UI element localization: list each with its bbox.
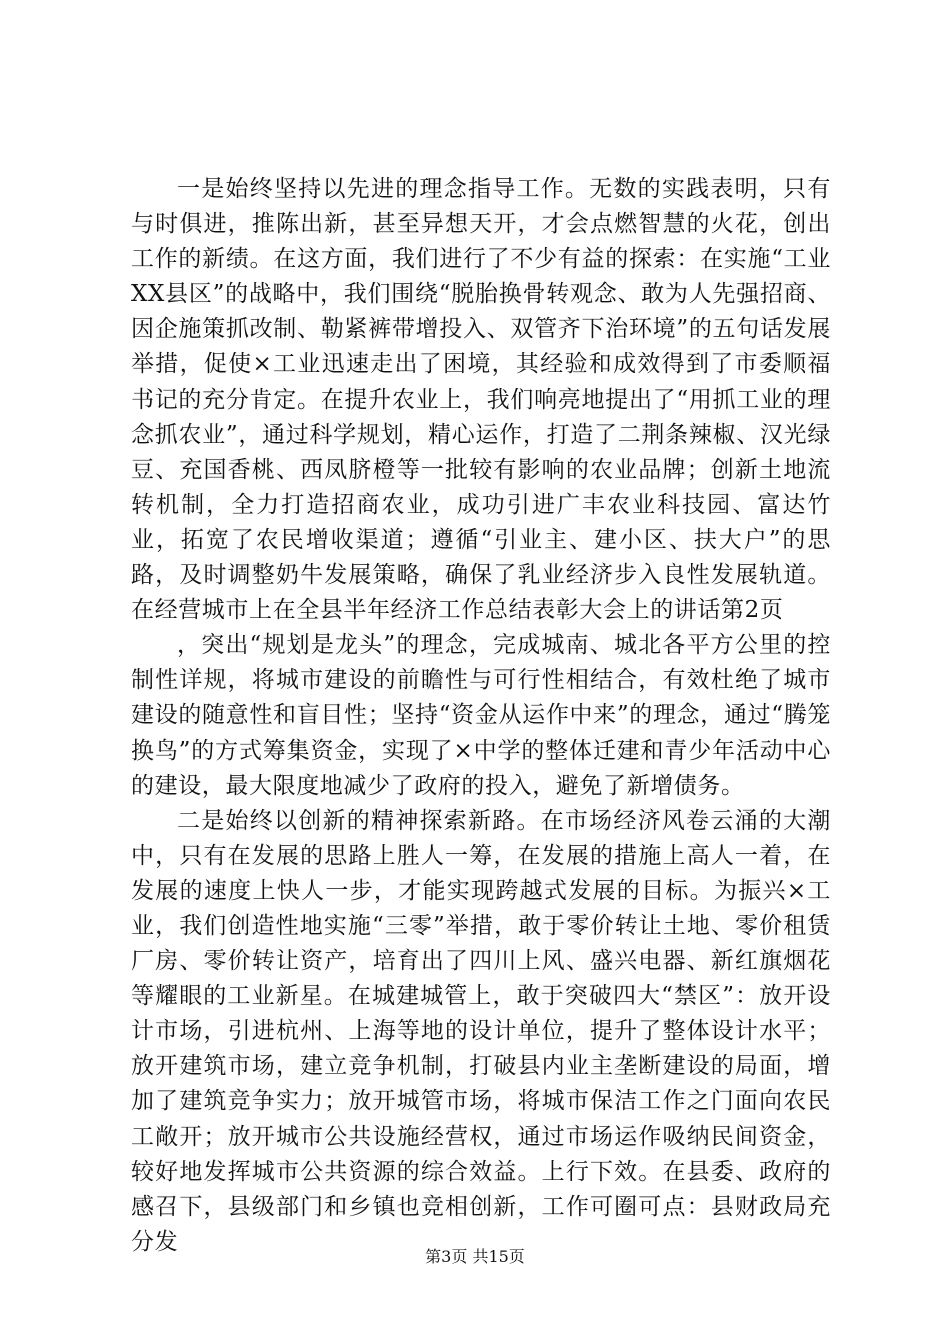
paragraph-2: ，突出“规划是龙头”的理念，完成城南、城北各平方公里的控制性详规，将城市建设的前瞻性与可行性相结合，有效杜绝了城市建设的随意性和盲目性；坚持“资金从运作中来”的理念，通过“腾笼换鸟”的方式筹集资金，实现了×中学的整体迁建和青少年活动中心的建设，最大限度地减少了政府的投入，避免了新增债务。 [131, 632, 831, 799]
page-footer: 第3页 共15页 [425, 1247, 525, 1266]
paragraph-1: 一是始终坚持以先进的理念指导工作。无数的实践表明，只有与时俱进，推陈出新，甚至异想天开，才会点燃智慧的火花，创出工作的新绩。在这方面，我们进行了不少有益的探索：在实施“工业XX县区”的战略中，我们围绕“脱胎换骨转观念、敢为人先强招商、因企施策抓改制、勒紧裤带增投入、双管齐下治环境”的五句话发展举措，促使×工业迅速走出了困境，其经验和成效得到了市委顺福书记的充分肯定。在提升农业上，我们响亮地提出了“用抓工业的理念抓农业”，通过科学规划，精心运作，打造了二荆条辣椒、汉光绿豆、充国香桃、西凤脐橙等一批较有影响的农业品牌；创新土地流转机制，全力打造招商农业，成功引进广丰农业科技园、富达竹业，拓宽了农民增收渠道；遵循“引业主、建小区、扶大户”的思路，及时调整奶牛发展策略，确保了乳业经济步入良性发展轨道。在经营城市上在全县半年经济工作总结表彰大会上的讲话第2页 [131, 176, 831, 624]
document-body [131, 172, 831, 1260]
paragraph-3: 二是始终以创新的精神探索新路。在市场经济风卷云涌的大潮中，只有在发展的思路上胜人一筹，在发展的措施上高人一着，在发展的速度上快人一步，才能实现跨越式发展的目标。为振兴×工业，我们创造性地实施“三零”举措，敢于零价转让土地、零价租赁厂房、零价转让资产，培育出了四川上风、盛兴电器、新红旗烟花等耀眼的工业新星。在城建城管上，敢于突破四大“禁区”：放开设计市场，引进杭州、上海等地的设计单位，提升了整体设计水平；放开建筑市场，建立竞争机制，打破县内业主垄断建设的局面，增加了建筑竞争实力；放开城管市场，将城市保洁工作之门面向农民工敞开；放开城市公共设施经营权，通过市场运作吸纳民间资金，较好地发挥城市公共资源的综合效益。上行下效。在县委、政府的感召下，县级部门和乡镇也竞相创新，工作可圈可点：县财政局充分发 [131, 807, 831, 1255]
